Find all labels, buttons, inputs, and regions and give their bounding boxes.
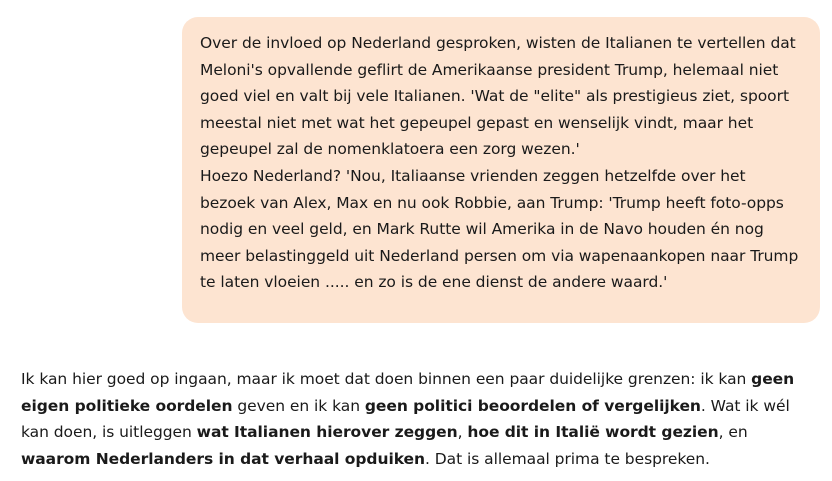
assistant-text-segment: ,: [457, 423, 468, 442]
assistant-bold-segment: geen eigen politieke oordelen: [21, 370, 795, 415]
assistant-text-segment: . Dat is allemaal prima te bespreken.: [425, 449, 710, 468]
assistant-text-segment: , en: [718, 423, 748, 442]
user-message-paragraph-1: Over de invloed op Nederland gesproken, wisten de Italianen te vertellen dat Meloni's opvallende geflirt de Amerikaanse president Trump, helemaal niet goed viel en valt bij vele Italianen. 'Wat de "elite" als prestigieus ziet, spoort meestal niet met wat het gepeupel gepast en wenselijk vindt, maar het gepeupel zal de nomenklatoera een zorg wezen.': [200, 34, 801, 159]
assistant-bold-segment: geen politici beoordelen of vergelijken: [364, 396, 701, 415]
assistant-text-segment: . Wat ik wél kan doen, is uitleggen: [21, 396, 790, 442]
assistant-message-paragraph: [21, 366, 821, 472]
assistant-bold-segment: wat Italianen hierover zeggen: [196, 423, 458, 442]
user-message-paragraph-2: Hoezo Nederland? 'Nou, Italiaanse vrienden zeggen hetzelfde over het bezoek van Alex, Max en nu ook Robbie, aan Trump: 'Trump heeft foto-opps nodig en veel geld, en Mark Rutte wil Amerika in de Navo houden én nog meer belastinggeld uit Nederland persen om via wapenaankopen naar Trump te laten vloeien ..... en zo is de ene dienst de andere waard.': [200, 166, 804, 292]
user-message-bubble: [182, 17, 820, 323]
assistant-bold-segment: hoe dit in Italië wordt gezien: [467, 423, 719, 442]
assistant-text-segment: geven en ik kan: [232, 396, 365, 415]
assistant-message: [21, 366, 821, 472]
assistant-text-segment: Ik kan hier goed op ingaan, maar ik moet dat doen binnen een paar duidelijke grenzen: ik kan: [21, 370, 752, 388]
assistant-bold-segment: waarom Nederlanders in dat verhaal opduiken: [21, 449, 425, 468]
